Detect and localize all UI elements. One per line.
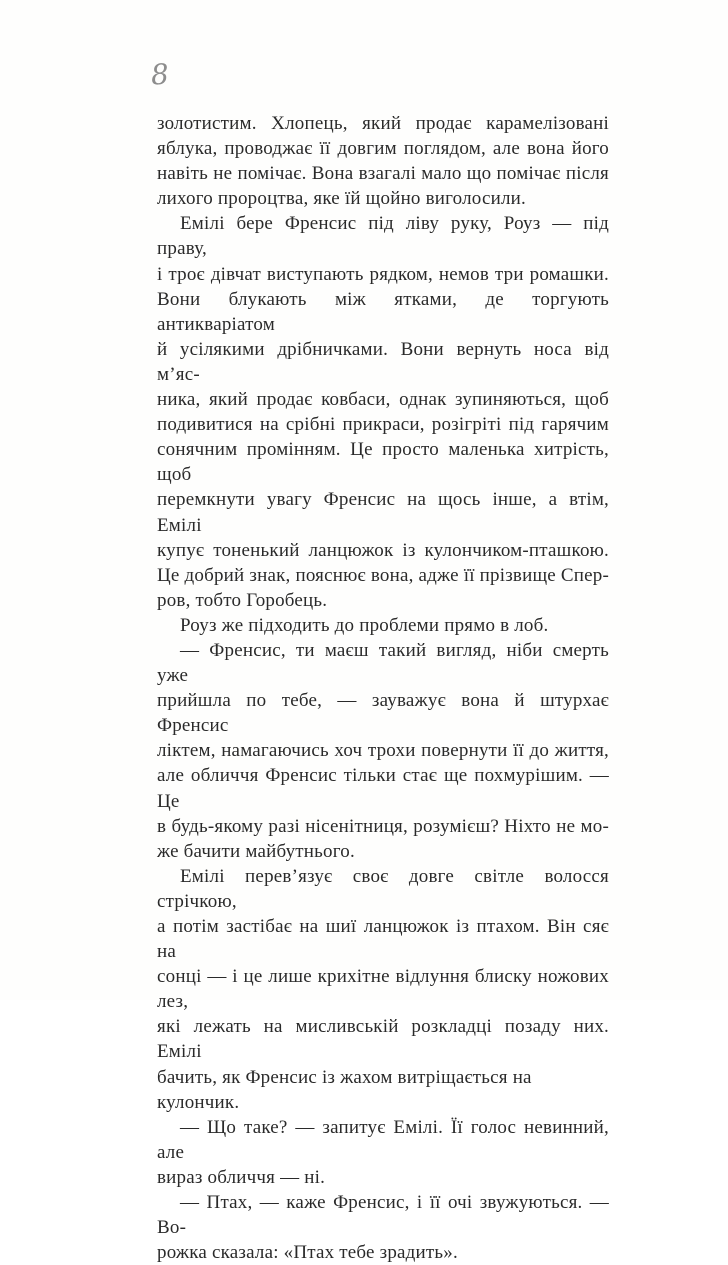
text-line: яблука, проводжає її довгим поглядом, але вона його [157,138,609,160]
paragraph [157,638,609,864]
text-line: лихого пророцтва, яке їй щойно виголосили. [157,188,526,210]
text-line: сонці — і це лише крихітне відлуння блиску ножових лез, [157,966,609,1013]
text-line: же бачити майбутнього. [157,840,355,862]
text-line: ника, який продає ковбаси, однак зупиняються, щоб [157,389,609,411]
text-line: й усілякими дрібничками. Вони вернуть носа від м’яс- [157,338,609,385]
text-line: ліктем, намагаючись хоч трохи повернути її до життя, [157,740,609,762]
text-line: Це добрий знак, пояснює вона, адже її прізвище Спер- [157,564,609,586]
text-line: ров, тобто Горобець. [157,589,328,611]
text-line: в будь-якому разі нісенітниця, розумієш? Ніхто не мо- [157,815,609,837]
text-line: а потім застібає на шиї ланцюжок із птахом. Він сяє на [157,916,609,963]
text-line: — Птах, — каже Френсис, і її очі звужуються. — Во- [157,1192,609,1239]
text-line: — Що таке? — запитує Емілі. Її голос невинний, але [157,1116,609,1163]
text-line: вираз обличчя — ні. [157,1166,326,1188]
text-line: Роуз же підходить до проблеми прямо в лоб. [180,614,549,636]
paragraph [157,1115,609,1190]
text-line: Вони блукають між ятками, де торгують антикваріатом [157,288,609,335]
text-line: купує тоненький ланцюжок із кулончиком-пташкою. [157,539,609,561]
text-line: золотистим. Хлопець, який продає карамелізовані [157,113,609,134]
paragraph [157,864,609,1115]
text-line: — Френсис, ти маєш такий вигляд, ніби смерть уже [157,639,609,687]
text-line: подивитися на срібні прикраси, розігріті під гарячим [157,414,609,436]
paragraph [157,111,609,211]
text-line: бачить, як Френсис із жахом витріщається на кулончик. [157,1066,532,1113]
paragraph [157,613,609,638]
paragraph [157,211,609,613]
text-line: Емілі бере Френсис під ліву руку, Роуз — під праву, [157,213,609,260]
text-line: навіть не помічає. Вона взагалі мало що помічає після [157,163,609,185]
paragraph [157,1190,609,1265]
text-line: рожка сказала: «Птах тебе зрадить». [157,1242,458,1264]
text-line: Емілі перев’язує своє довге світле волосся стрічкою, [157,865,609,912]
body-text [157,111,609,1265]
text-line: перемкнути увагу Френсис на щось інше, а втім, Емілі [157,489,609,536]
text-line: але обличчя Френсис тільки стає ще похмурішим. — Це [157,765,609,812]
page-number: 8 [149,57,170,92]
text-line: прийшла по тебе, — зауважує вона й штурхає Френсис [157,690,609,737]
text-line: які лежать на мисливській розкладці позаду них. Емілі [157,1016,609,1063]
text-line: сонячним промінням. Це просто маленька хитрість, щоб [157,439,609,486]
text-line: і троє дівчат виступають рядком, немов три ромашки. [157,263,609,285]
